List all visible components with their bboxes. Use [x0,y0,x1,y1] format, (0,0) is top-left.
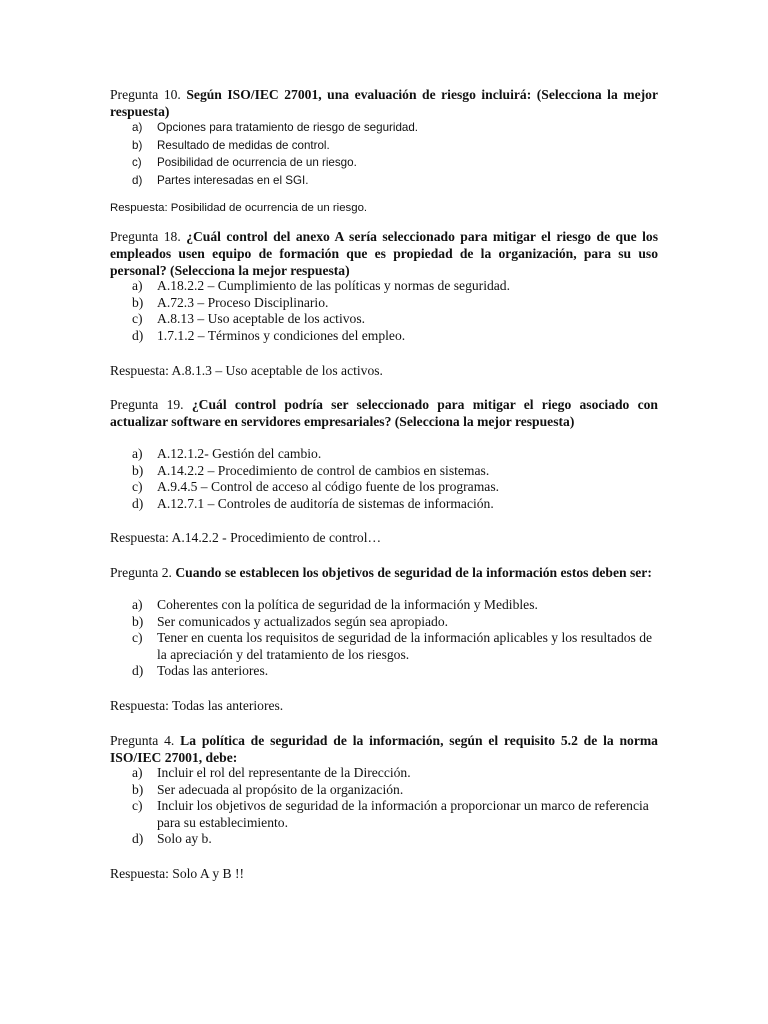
question-number: Pregunta 10. [110,87,181,102]
question-number: Pregunta 2. [110,565,172,580]
option-d: d) Solo ay b. [132,831,212,847]
question-text: Cuando se establecen los objetivos de seguridad de la información estos deben ser: [175,565,652,580]
question-10-options [132,119,662,189]
question-text: ¿Cuál control del anexo A sería seleccionado para mitigar el riesgo de que los empleados usen equipo de formación que es propiedad de la organización, para su uso personal? (Selecciona la mejor respuesta) [110,229,659,278]
option-a: a) Opciones para tratamiento de riesgo de seguridad. [132,121,419,134]
option-a: a) A.12.1.2- Gestión del cambio. [132,446,322,461]
answer-2: Respuesta: Todas las anteriores. [110,698,284,713]
option-c: c) Posibilidad de ocurrencia de un riesgo. [132,156,357,170]
option-a: a) A.18.2.2 – Cumplimiento de las políticas y normas de seguridad. [132,278,511,293]
question-text: Según ISO/IEC 27001, una evaluación de riesgo incluirá: (Selecciona la mejor respuesta) [110,87,658,119]
answer-18: Respuesta: A.8.1.3 – Uso aceptable de los activos. [110,363,383,378]
option-a: a) Incluir el rol del representante de la Dirección. [132,765,411,780]
question-4-options [132,765,662,848]
question-text: ¿Cuál control podría ser seleccionado para mitigar el riego asociado con actualizar software en servidores empresariales? (Selecciona la mejor respuesta) [110,397,658,429]
option-d: d) Partes interesadas en el SGI. [132,173,309,187]
question-19-options [132,446,662,512]
option-a: a) Coherentes con la política de seguridad de la información y Medibles. [132,597,538,612]
question-number: Pregunta 18. [110,229,181,244]
option-c: c) Incluir los objetivos de seguridad de la información a proporcionar un marco de referencia para su establecimiento. [132,798,649,830]
question-19 [110,396,658,430]
question-18 [110,228,658,279]
question-10 [110,86,658,120]
question-4 [110,732,658,766]
option-c: c) A.9.4.5 – Control de acceso al código fuente de los programas. [132,479,500,495]
answer-4: Respuesta: Solo A y B !! [110,866,245,881]
question-18-options [132,278,662,344]
option-b: b) A.14.2.2 – Procedimiento de control de cambios en sistemas. [132,462,490,478]
answer-19: Respuesta: A.14.2.2 - Procedimiento de control… [110,530,382,545]
option-c: c) A.8.13 – Uso aceptable de los activos. [132,311,366,327]
option-b: b) A.72.3 – Proceso Disciplinario. [132,294,329,310]
question-number: Pregunta 19. [110,397,184,412]
option-b: b) Ser comunicados y actualizados según sea apropiado. [132,613,449,629]
option-b: b) Ser adecuada al propósito de la organización. [132,781,404,797]
answer-10: Respuesta: Posibilidad de ocurrencia de un riesgo. [110,202,368,214]
option-d: d) Todas las anteriores. [132,663,269,679]
option-b: b) Resultado de medidas de control. [132,138,330,152]
option-c: c) Tener en cuenta los requisitos de seguridad de la información aplicables y los resultados de la apreciación y del tratamiento de los riesgos. [132,630,653,662]
question-2 [110,564,658,581]
question-2-options [132,597,662,680]
option-d: d) A.12.7.1 – Controles de auditoría de sistemas de información. [132,495,494,511]
option-d: d) 1.7.1.2 – Términos y condiciones del empleo. [132,327,406,343]
question-text: La política de seguridad de la información, según el requisito 5.2 de la norma ISO/IEC 27001, debe: [110,733,658,765]
question-number: Pregunta 4. [110,733,175,748]
